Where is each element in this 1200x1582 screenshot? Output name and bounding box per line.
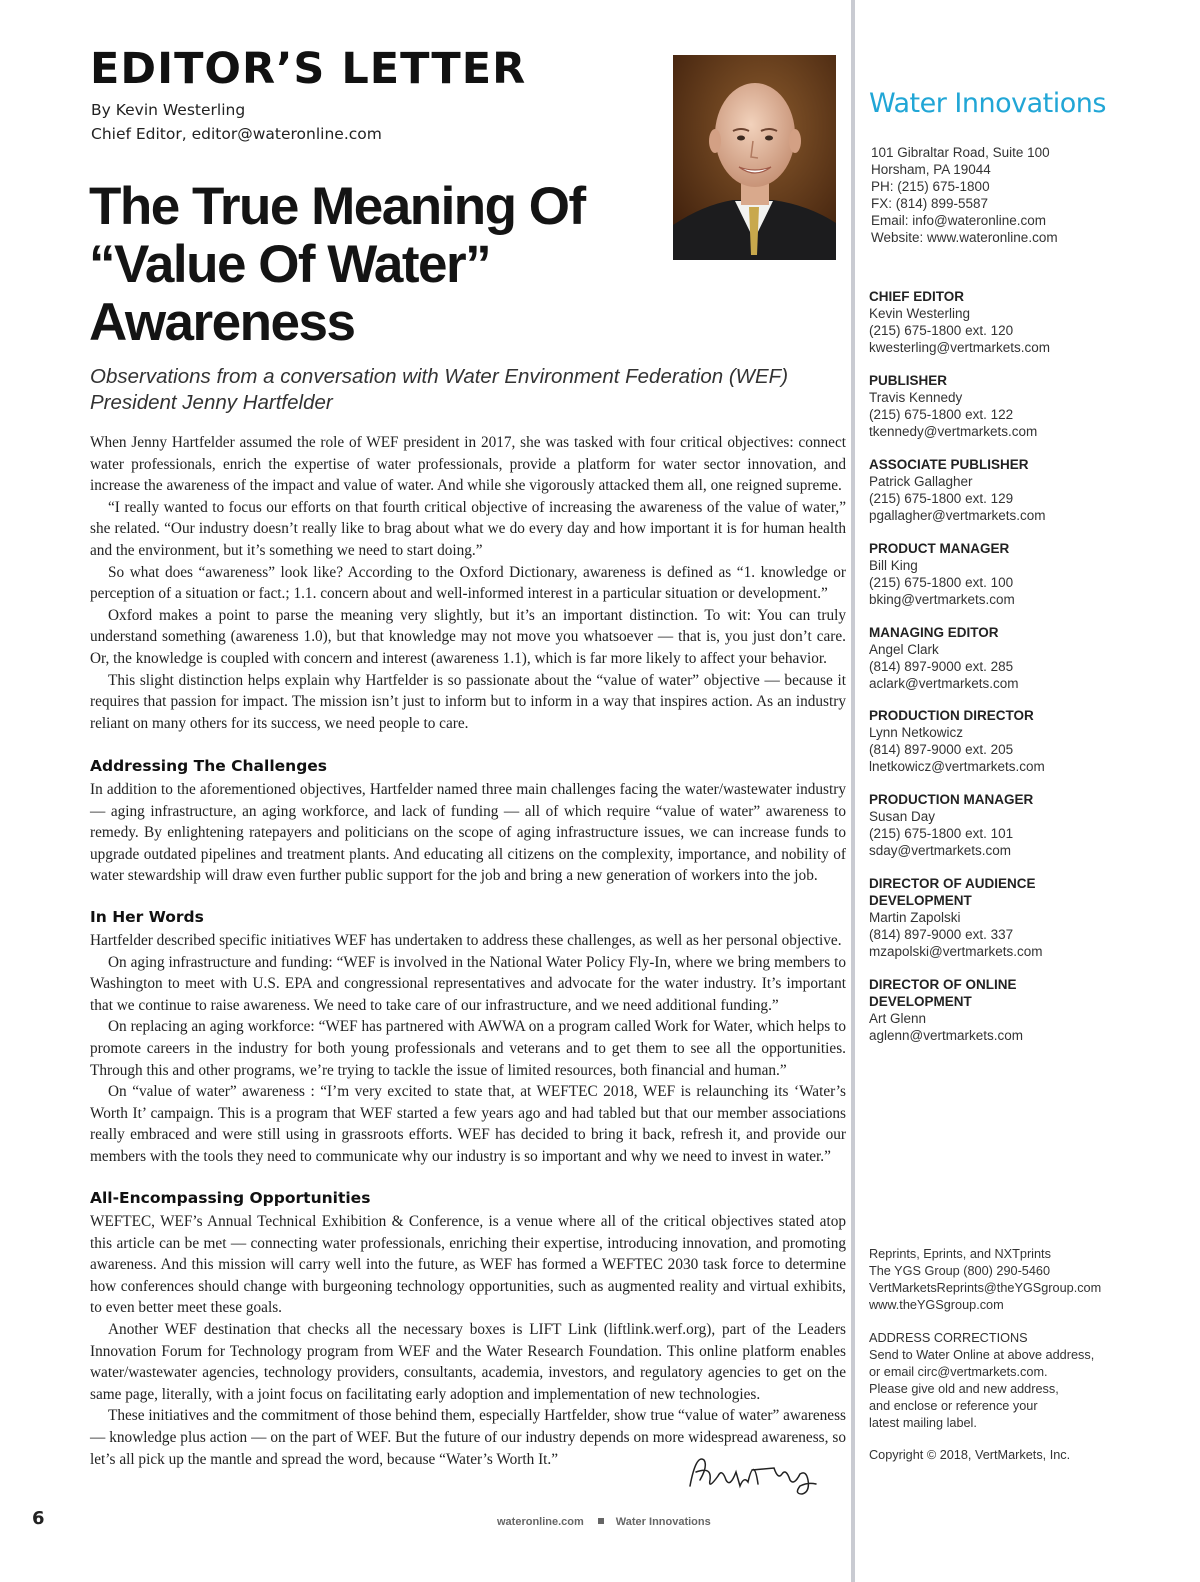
section-in-her-words (90, 930, 846, 1168)
staff-email: mzapolski@vertmarkets.com (869, 944, 1043, 959)
staff-phone: (215) 675-1800 ext. 122 (869, 407, 1014, 422)
staff-email: lnetkowicz@vertmarkets.com (869, 759, 1045, 774)
staff-role: MANAGING EDITOR (869, 625, 999, 640)
reprints-line: Reprints, Eprints, and NXTprints (869, 1247, 1051, 1261)
section-title: EDITOR’S LETTER (90, 44, 527, 94)
staff-name: Kevin Westerling (869, 306, 971, 321)
staff-email: tkennedy@vertmarkets.com (869, 424, 1038, 439)
corrections-line: Send to Water Online at above address, (869, 1348, 1095, 1362)
staff-email: sday@vertmarkets.com (869, 843, 1011, 858)
masthead-publication-name: Water Innovations (869, 88, 1106, 119)
staff-name: Art Glenn (869, 1011, 927, 1026)
paragraph: Oxford makes a point to parse the meaning very slightly, but it’s an important distinction. To wit: You can truly understand something (awareness 1.0), but that knowledge may not move you whatsoever — that is, you just don’t care. Or, the knowledge is coupled with concern and interest (awareness 1.1), which is far more likely to affect your behavior. (90, 606, 846, 667)
paragraph: WEFTEC, WEF’s Annual Technical Exhibition & Conference, is a venue where all of the critical objectives stated atop this article can be met — connecting water professionals, enriching their expertise, introducing innovation, and promoting awareness. And this mission will carry well into the future, as WEF has formed a WEFTEC 2030 task force to determine how conferences should change with burgeoning technology opportunities, such as augmented reality and virtual exhibits, to even better meet these goals. (90, 1213, 846, 1317)
corrections-line: ADDRESS CORRECTIONS (869, 1331, 1028, 1345)
article-headline: The True Meaning Of “Value Of Water” Awareness (89, 177, 585, 352)
staff-role: DIRECTOR OF ONLINE DEVELOPMENT (869, 977, 1017, 1009)
address-line: Email: info@wateronline.com (871, 213, 1047, 228)
subhead-opportunities: All-Encompassing Opportunities (90, 1189, 371, 1207)
paragraph: Hartfelder described specific initiatives WEF has undertaken to address these challenges, as well as her personal objective. (90, 932, 842, 949)
staff-email: kwesterling@vertmarkets.com (869, 340, 1050, 355)
staff-name: Travis Kennedy (869, 390, 963, 405)
reprints-line: The YGS Group (800) 290-5460 (869, 1264, 1051, 1278)
paragraph: “I really wanted to focus our efforts on that fourth critical objective of increasing the awareness of the value of water,” she related. “Our industry doesn’t really like to brag about what we do every day and how important it is for human health and the environment, but it’s something we need to start doing.” (90, 498, 846, 559)
reprints-line: VertMarketsReprints@theYGSgroup.com (869, 1281, 1102, 1295)
address-line: 101 Gibraltar Road, Suite 100 (871, 145, 1050, 160)
staff-email: aclark@vertmarkets.com (869, 676, 1019, 691)
staff-product-manager (869, 540, 1109, 608)
staff-name: Angel Clark (869, 642, 939, 657)
staff-phone: (215) 675-1800 ext. 120 (869, 323, 1014, 338)
byline (91, 98, 382, 146)
address-line: Website: www.wateronline.com (871, 230, 1058, 245)
address-line: Horsham, PA 19044 (871, 162, 991, 177)
section-challenges (90, 779, 846, 887)
copyright: Copyright © 2018, VertMarkets, Inc. (869, 1448, 1071, 1462)
column-divider (851, 0, 855, 1582)
page-number: 6 (32, 1508, 45, 1529)
staff-production-manager (869, 791, 1109, 859)
staff-role: CHIEF EDITOR (869, 289, 965, 304)
staff-email: bking@vertmarkets.com (869, 592, 1015, 607)
paragraph: On “value of water” awareness : “I’m very excited to state that, at WEFTEC 2018, WEF is relaunching its ‘Water’s Worth It’ campaign. This is a program that WEF started a few years ago and had tabled but that our member associations really embraced and were still using in grassroots efforts. WEF has decided to bring it back, refresh it, and provide our members with the tools they need to communicate why our industry is so important and why we need to invest in water.” (90, 1083, 846, 1165)
footer-separator-icon (598, 1518, 604, 1524)
staff-phone: (814) 897-9000 ext. 337 (869, 927, 1014, 942)
corrections-line: latest mailing label. (869, 1416, 977, 1430)
paragraph: When Jenny Hartfelder assumed the role of WEF president in 2017, she was tasked with four critical objectives: connect water professionals, enrich the expertise of water professionals, provide a platform for water sector innovation, and increase the awareness of the impact and value of water. And while she vigorously attacked them all, one reigned supreme. (90, 434, 846, 495)
staff-name: Bill King (869, 558, 918, 573)
corrections-line: Please give old and new address, (869, 1382, 1059, 1396)
article-intro (90, 432, 846, 734)
staff-email: aglenn@vertmarkets.com (869, 1028, 1024, 1043)
address-line: PH: (215) 675-1800 (871, 179, 990, 194)
staff-publisher (869, 372, 1109, 440)
corrections-line: and enclose or reference your (869, 1399, 1038, 1413)
staff-phone: (814) 897-9000 ext. 205 (869, 742, 1014, 757)
staff-role: ASSOCIATE PUBLISHER (869, 457, 1029, 472)
corrections-line: or email circ@vertmarkets.com. (869, 1365, 1048, 1379)
reprints-line: www.theYGSgroup.com (869, 1298, 1004, 1312)
paragraph: On replacing an aging workforce: “WEF has partnered with AWWA on a program called Work for Water, which helps to promote careers in the industry for both young professionals and veterans and to get them to see all the opportunities. Through this and other programs, we’re trying to tackle the issue of limited resources, both financial and human.” (90, 1018, 846, 1079)
staff-production-director (869, 707, 1109, 775)
staff-role: PRODUCT MANAGER (869, 541, 1010, 556)
portrait-illustration (673, 55, 836, 260)
staff-associate-publisher (869, 456, 1109, 524)
staff-managing-editor (869, 624, 1109, 692)
article-deck: Observations from a conversation with Water Environment Federation (WEF) President Jenny Hartfelder (90, 365, 789, 414)
editor-portrait (673, 55, 836, 260)
staff-phone: (215) 675-1800 ext. 129 (869, 491, 1014, 506)
staff-online-development (869, 976, 1034, 1044)
staff-phone: (215) 675-1800 ext. 101 (869, 826, 1014, 841)
staff-phone: (215) 675-1800 ext. 100 (869, 575, 1014, 590)
byline-name: By Kevin Westerling (91, 101, 246, 119)
staff-name: Susan Day (869, 809, 936, 824)
paragraph: This slight distinction helps explain why Hartfelder is so passionate about the “value of water” objective — because it requires that passion for impact. The mission isn’t just to inform but to inform in a way that inspires action. As an industry reliant on many others for its success, we need people to care. (90, 671, 846, 732)
editor-signature (682, 1446, 822, 1498)
masthead-address (871, 144, 1058, 246)
staff-role: PUBLISHER (869, 373, 948, 388)
staff-role: PRODUCTION DIRECTOR (869, 708, 1034, 723)
staff-name: Martin Zapolski (869, 910, 961, 925)
footer-publication: Water Innovations (615, 1516, 711, 1528)
paragraph: On aging infrastructure and funding: “WEF is involved in the National Water Policy Fly-In, where we bring members to Washington to meet with U.S. EPA and congressional representatives and advocate for the water industry. It’s important that we continue to raise awareness. We need to take care of our infrastructure, and we need additional funding.” (90, 953, 846, 1014)
staff-role: DIRECTOR OF AUDIENCE DEVELOPMENT (869, 876, 1036, 908)
address-line: FX: (814) 899-5587 (871, 196, 989, 211)
subhead-in-her-words: In Her Words (90, 908, 204, 926)
staff-name: Patrick Gallagher (869, 474, 973, 489)
staff-chief-editor (869, 288, 1109, 356)
staff-email: pgallagher@vertmarkets.com (869, 508, 1046, 523)
subhead-challenges: Addressing The Challenges (90, 757, 328, 775)
byline-title: Chief Editor, editor@wateronline.com (91, 125, 382, 143)
paragraph: These initiatives and the commitment of those behind them, especially Hartfelder, show true “value of water” awareness — knowledge plus action — on the part of WEF. But the future of our industry depends on more widespread awareness, so let’s all pick up the mantle and spread the word, because “Water’s Worth It.” (90, 1407, 846, 1468)
paragraph: Another WEF destination that checks all the necessary boxes is LIFT Link (liftlink.werf.org), part of the Leaders Innovation Forum for Technology program from WEF and the Water Research Foundation. This online platform enables water/wastewater agencies, technology providers, consultants, academia, investors, and regulatory agencies to get on the same page, literally, with a joint focus on facilitating early adoption and implementation of new technologies. (90, 1320, 846, 1403)
section-opportunities (90, 1211, 846, 1470)
staff-name: Lynn Netkowicz (869, 725, 964, 740)
signature-icon (682, 1446, 822, 1498)
staff-role: PRODUCTION MANAGER (869, 792, 1034, 807)
page-footer (497, 1516, 711, 1528)
staff-phone: (814) 897-9000 ext. 285 (869, 659, 1014, 674)
staff-audience-development (869, 875, 1054, 960)
paragraph: So what does “awareness” look like? According to the Oxford Dictionary, awareness is defined as “1. knowledge or perception of a situation or fact.; 1.1. concern about and well-informed interest in a particular situation or development.” (90, 563, 846, 603)
footer-site: wateronline.com (497, 1516, 584, 1528)
address-corrections (869, 1330, 1094, 1432)
paragraph: In addition to the aforementioned objectives, Hartfelder named three main challenges facing the water/wastewater industry — aging infrastructure, an aging workforce, and lack of funding — all of which require “value of water” awareness to remedy. By enlightening ratepayers and politicians on the scope of aging infrastructure issues, we can increase funds to upgrade outdated pipelines and treatment plants. And educating all citizens on the complexity, importance, and nobility of water stewardship will draw even further public support for the job and bring a new generation of workers into the job. (90, 781, 846, 885)
reprints-info (869, 1246, 1101, 1314)
